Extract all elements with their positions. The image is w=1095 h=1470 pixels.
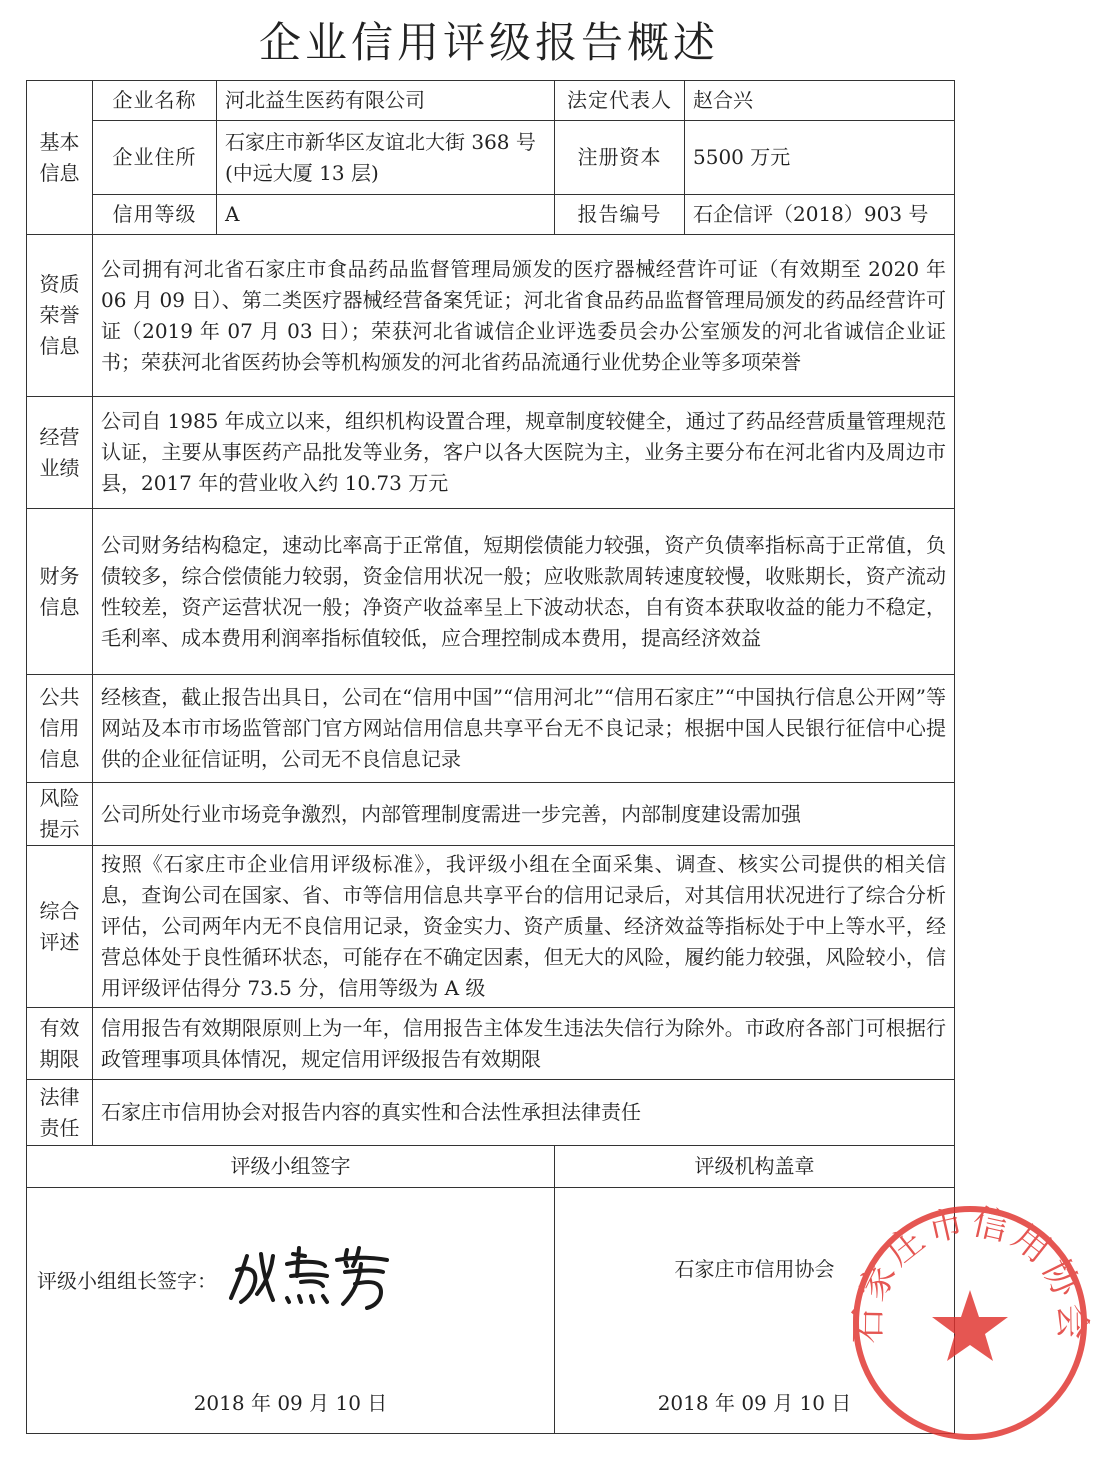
risk-text: 公司所处行业市场竞争激烈，内部管理制度需进一步完善，内部制度建设需加强	[93, 783, 955, 846]
seal-date: 2018 年 09 月 10 日	[657, 1391, 852, 1415]
performance-text: 公司自 1985 年成立以来，组织机构设置合理，规章制度较健全，通过了药品经营质量管理规范认证，主要从事医药产品批发等业务，客户以各大医院为主，业务主要分布在河北省内及周边市县，2017 年的营业收入约 10.73 万元	[93, 397, 955, 509]
legal-rep-value: 赵合兴	[685, 81, 955, 121]
signature-area	[27, 1188, 555, 1434]
leader-sign-label: 评级小组组长签字：	[37, 1269, 217, 1293]
seal-text: 石家庄市信用协会	[847, 1201, 1093, 1344]
section-label-qualification: 资质 荣誉 信息	[27, 235, 93, 397]
qualification-text: 公司拥有河北省石家庄市食品药品监督管理局颁发的医疗器械经营许可证（有效期至 2020 年 06 月 09 日）、第二类医疗器械经营备案凭证；河北省食品药品监督管理局颁发的药品经营许可证（2019 年 07 月 03 日）；荣获河北省诚信企业评选委员会办公室颁发的河北省诚信企业证书；荣获河北省医药协会等机构颁发的河北省药品流通行业优势企业等多项荣誉	[93, 235, 955, 397]
signature-header: 评级小组签字	[27, 1146, 555, 1188]
company-name-label: 企业名称	[93, 81, 217, 121]
org-name: 石家庄市信用协会	[674, 1257, 835, 1281]
capital-label: 注册资本	[555, 121, 685, 195]
section-label-legal: 法律 责任	[27, 1080, 93, 1146]
validity-text: 信用报告有效期限原则上为一年，信用报告主体发生违法失信行为除外。市政府各部门可根据行政管理事项具体情况，规定信用评级报告有效期限	[93, 1008, 955, 1080]
address-label: 企业住所	[93, 121, 217, 195]
section-label-performance: 经营 业绩	[27, 397, 93, 509]
section-label-financial: 财务 信息	[27, 509, 93, 675]
summary-text: 按照《石家庄市企业信用评级标准》，我评级小组在全面采集、调查、核实公司提供的相关信息，查询公司在国家、省、市等信用信息共享平台的信用记录后，对其信用状况进行了综合分析评估，公司两年内无不良信用记录，资金实力、资产质量、经济效益等指标处于中上等水平，经营总体处于良性循环状态，可能存在不确定因素，但无大的风险，履约能力较强，风险较小，信用评级评估得分 73.5 分，信用等级为 A 级	[93, 846, 955, 1008]
report-number-value: 石企信评（2018）903 号	[685, 195, 955, 235]
handwritten-signature	[227, 1236, 417, 1316]
public-credit-text: 经核查，截止报告出具日，公司在“信用中国”“信用河北”“信用石家庄”“中国执行信息公开网”等网站及本市市场监管部门官方网站信用信息共享平台无不良记录；根据中国人民银行征信中心提供的企业征信证明，公司无不良信息记录	[93, 675, 955, 783]
seal-area	[555, 1188, 1093, 1434]
section-label-basic: 基本 信息	[27, 81, 93, 235]
section-label-public-credit: 公共 信用 信息	[27, 675, 93, 783]
credit-report-table	[26, 80, 1093, 1434]
credit-grade-label: 信用等级	[93, 195, 217, 235]
sign-date: 2018 年 09 月 10 日	[193, 1391, 388, 1415]
section-label-summary: 综合 评述	[27, 846, 93, 1008]
section-label-validity: 有效 期限	[27, 1008, 93, 1080]
section-label-risk: 风险 提示	[27, 783, 93, 846]
company-name-value: 河北益生医药有限公司	[217, 81, 555, 121]
capital-value: 5500 万元	[685, 121, 955, 195]
address-value: 石家庄市新华区友谊北大街 368 号(中远大厦 13 层)	[217, 121, 555, 195]
financial-text: 公司财务结构稳定，速动比率高于正常值，短期偿债能力较强，资产负债率指标高于正常值，负债较多，综合偿债能力较弱，资金信用状况一般；应收账款周转速度较慢，收账期长，资产流动性较差，资产运营状况一般；净资产收益率呈上下波动状态，自有资本获取收益的能力不稳定，毛利率、成本费用利润率指标值较低，应合理控制成本费用，提高经济效益	[93, 509, 955, 675]
credit-grade-value: A	[217, 195, 555, 235]
report-number-label: 报告编号	[555, 195, 685, 235]
legal-rep-label: 法定代表人	[555, 81, 685, 121]
seal-header: 评级机构盖章	[555, 1146, 955, 1188]
page-title: 企业信用评级报告概述	[258, 18, 719, 67]
legal-text: 石家庄市信用协会对报告内容的真实性和合法性承担法律责任	[93, 1080, 955, 1146]
